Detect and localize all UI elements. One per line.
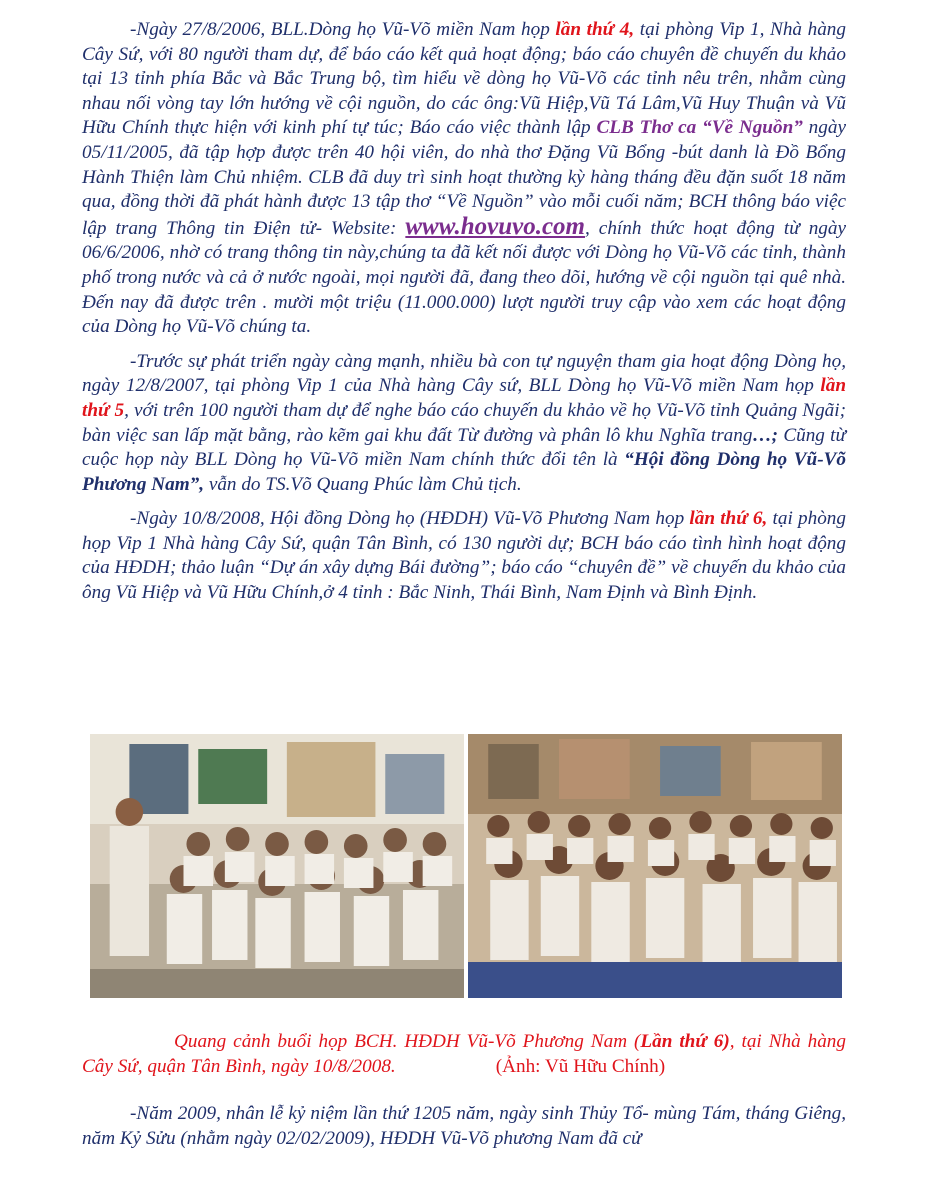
document-body [82,18,846,616]
council-name: “Hội đồng Dòng họ Vũ-Võ Phương Nam”, [82,449,846,495]
paragraph-meeting-5: -Trước sự phát triển ngày càng mạnh, nhiều bà con tự nguyện tham gia hoạt động Dòng họ, ngày 12/8/2007, tại phòng Vip 1 của Nhà hàng Cây sứ, BLL Dòng họ Vũ-Võ miền Nam họp lần thứ 5, với trên 100 người tham dự để nghe báo cáo chuyến du khảo về họ Vũ-Võ tỉnh Quảng Ngãi; bàn việc san lấp mặt bằng, rào kẽm gai khu đất Từ đường và phân lô khu Nghĩa trang…; Cũng từ cuộc họp này BLL Dòng họ Vũ-Võ miền Nam chính thức đổi tên là “Hội đồng Dòng họ Vũ-Võ Phương Nam”, vẫn do TS.Võ Quang Phúc làm Chủ tịch. [82,350,846,495]
meeting-number: lần thứ 6, [689,508,768,530]
photo-caption: Quang cảnh buổi họp BCH. HĐDH Vũ-Võ Phương Nam (Lần thứ 6), tại Nhà hàng Cây Sứ, quận Tân Bình, ngày 10/8/2008. (Ảnh: Vũ Hữu Chính) [82,1031,846,1077]
meeting-photos [90,734,842,998]
club-name: CLB Thơ ca “Về Nguồn” [596,117,803,139]
meeting-number: lần thứ 5 [82,375,846,421]
website-link[interactable]: www.hovuvo.com [405,212,585,240]
meeting-photo-left [90,734,464,998]
paragraph-2009: -Năm 2009, nhân lễ kỷ niệm lần thứ 1205 năm, ngày sinh Thủy Tổ- mùng Tám, tháng Giêng, năm Kỷ Sửu (nhằm ngày 02/02/2009), HĐDH Vũ-Võ phương Nam đã cử [82,1103,846,1149]
paragraph-meeting-4: -Ngày 27/8/2006, BLL.Dòng họ Vũ-Võ miền Nam họp lần thứ 4, tại phòng Vip 1, Nhà hàng Cây Sứ, với 80 người tham dự, để báo cáo kết quả hoạt động; báo cáo chuyên đề chuyến du khảo tại 13 tỉnh phía Bắc và Bắc Trung bộ, tìm hiểu về dòng họ Vũ-Võ các tỉnh nêu trên, nhằm cùng nhau nối vòng tay lớn hướng về cội nguồn, do các ông:Vũ Hiệp,Vũ Tá Lâm,Vũ Huy Thuận và Vũ Hữu Chính thực hiện với kinh phí tự túc; Báo cáo việc thành lập CLB Thơ ca “Về Nguồn” ngày 05/11/2005, đã tập hợp được trên 40 hội viên, do nhà thơ Đặng Vũ Bổng -bút danh là Đồ Bổng Hành Thiện làm Chủ nhiệm. CLB đã duy trì sinh hoạt thường kỳ hàng tháng đều đặn suốt 18 năm qua, đồng thời đã phát hành được 13 tập thơ “Về Nguồn” vào mỗi cuối năm; BCH thông báo việc lập trang Thông tin Điện tử- Website: www.hovuvo.com, chính thức hoạt động từ ngày 06/6/2006, nhờ có trang thông tin này,chúng ta đã kết nối được với Dòng họ Vũ-Võ các tỉnh, thành phố trong nước và cả ở nước ngoài, mọi người đã, đang theo dõi, hướng về cội nguồn tại quê nhà. Đến nay đã được trên . mười một triệu (11.000.000) lượt người truy cập vào xem các hoạt động của Dòng họ Vũ-Võ chúng ta. [82,19,846,338]
photo-credit: (Ảnh: Vũ Hữu Chính) [495,1055,666,1077]
meeting-number: lần thứ 4, [555,19,635,40]
paragraph-meeting-6: -Ngày 10/8/2008, Hội đồng Dòng họ (HĐDH) Vũ-Võ Phương Nam họp lần thứ 6, tại phòng họp Vip 1 Nhà hàng Cây Sứ, quận Tân Bình, có 130 người dự; BCH báo cáo tình hình hoạt động của HĐDH; thảo luận “Dự án xây dựng Bái đường”; báo cáo “chuyên đề” về chuyến du khảo của ông Vũ Hiệp và Vũ Hữu Chính,ở 4 tỉnh : Bắc Ninh, Thái Bình, Nam Định và Bình Định. [82,508,846,604]
meeting-photo-right [468,734,842,998]
